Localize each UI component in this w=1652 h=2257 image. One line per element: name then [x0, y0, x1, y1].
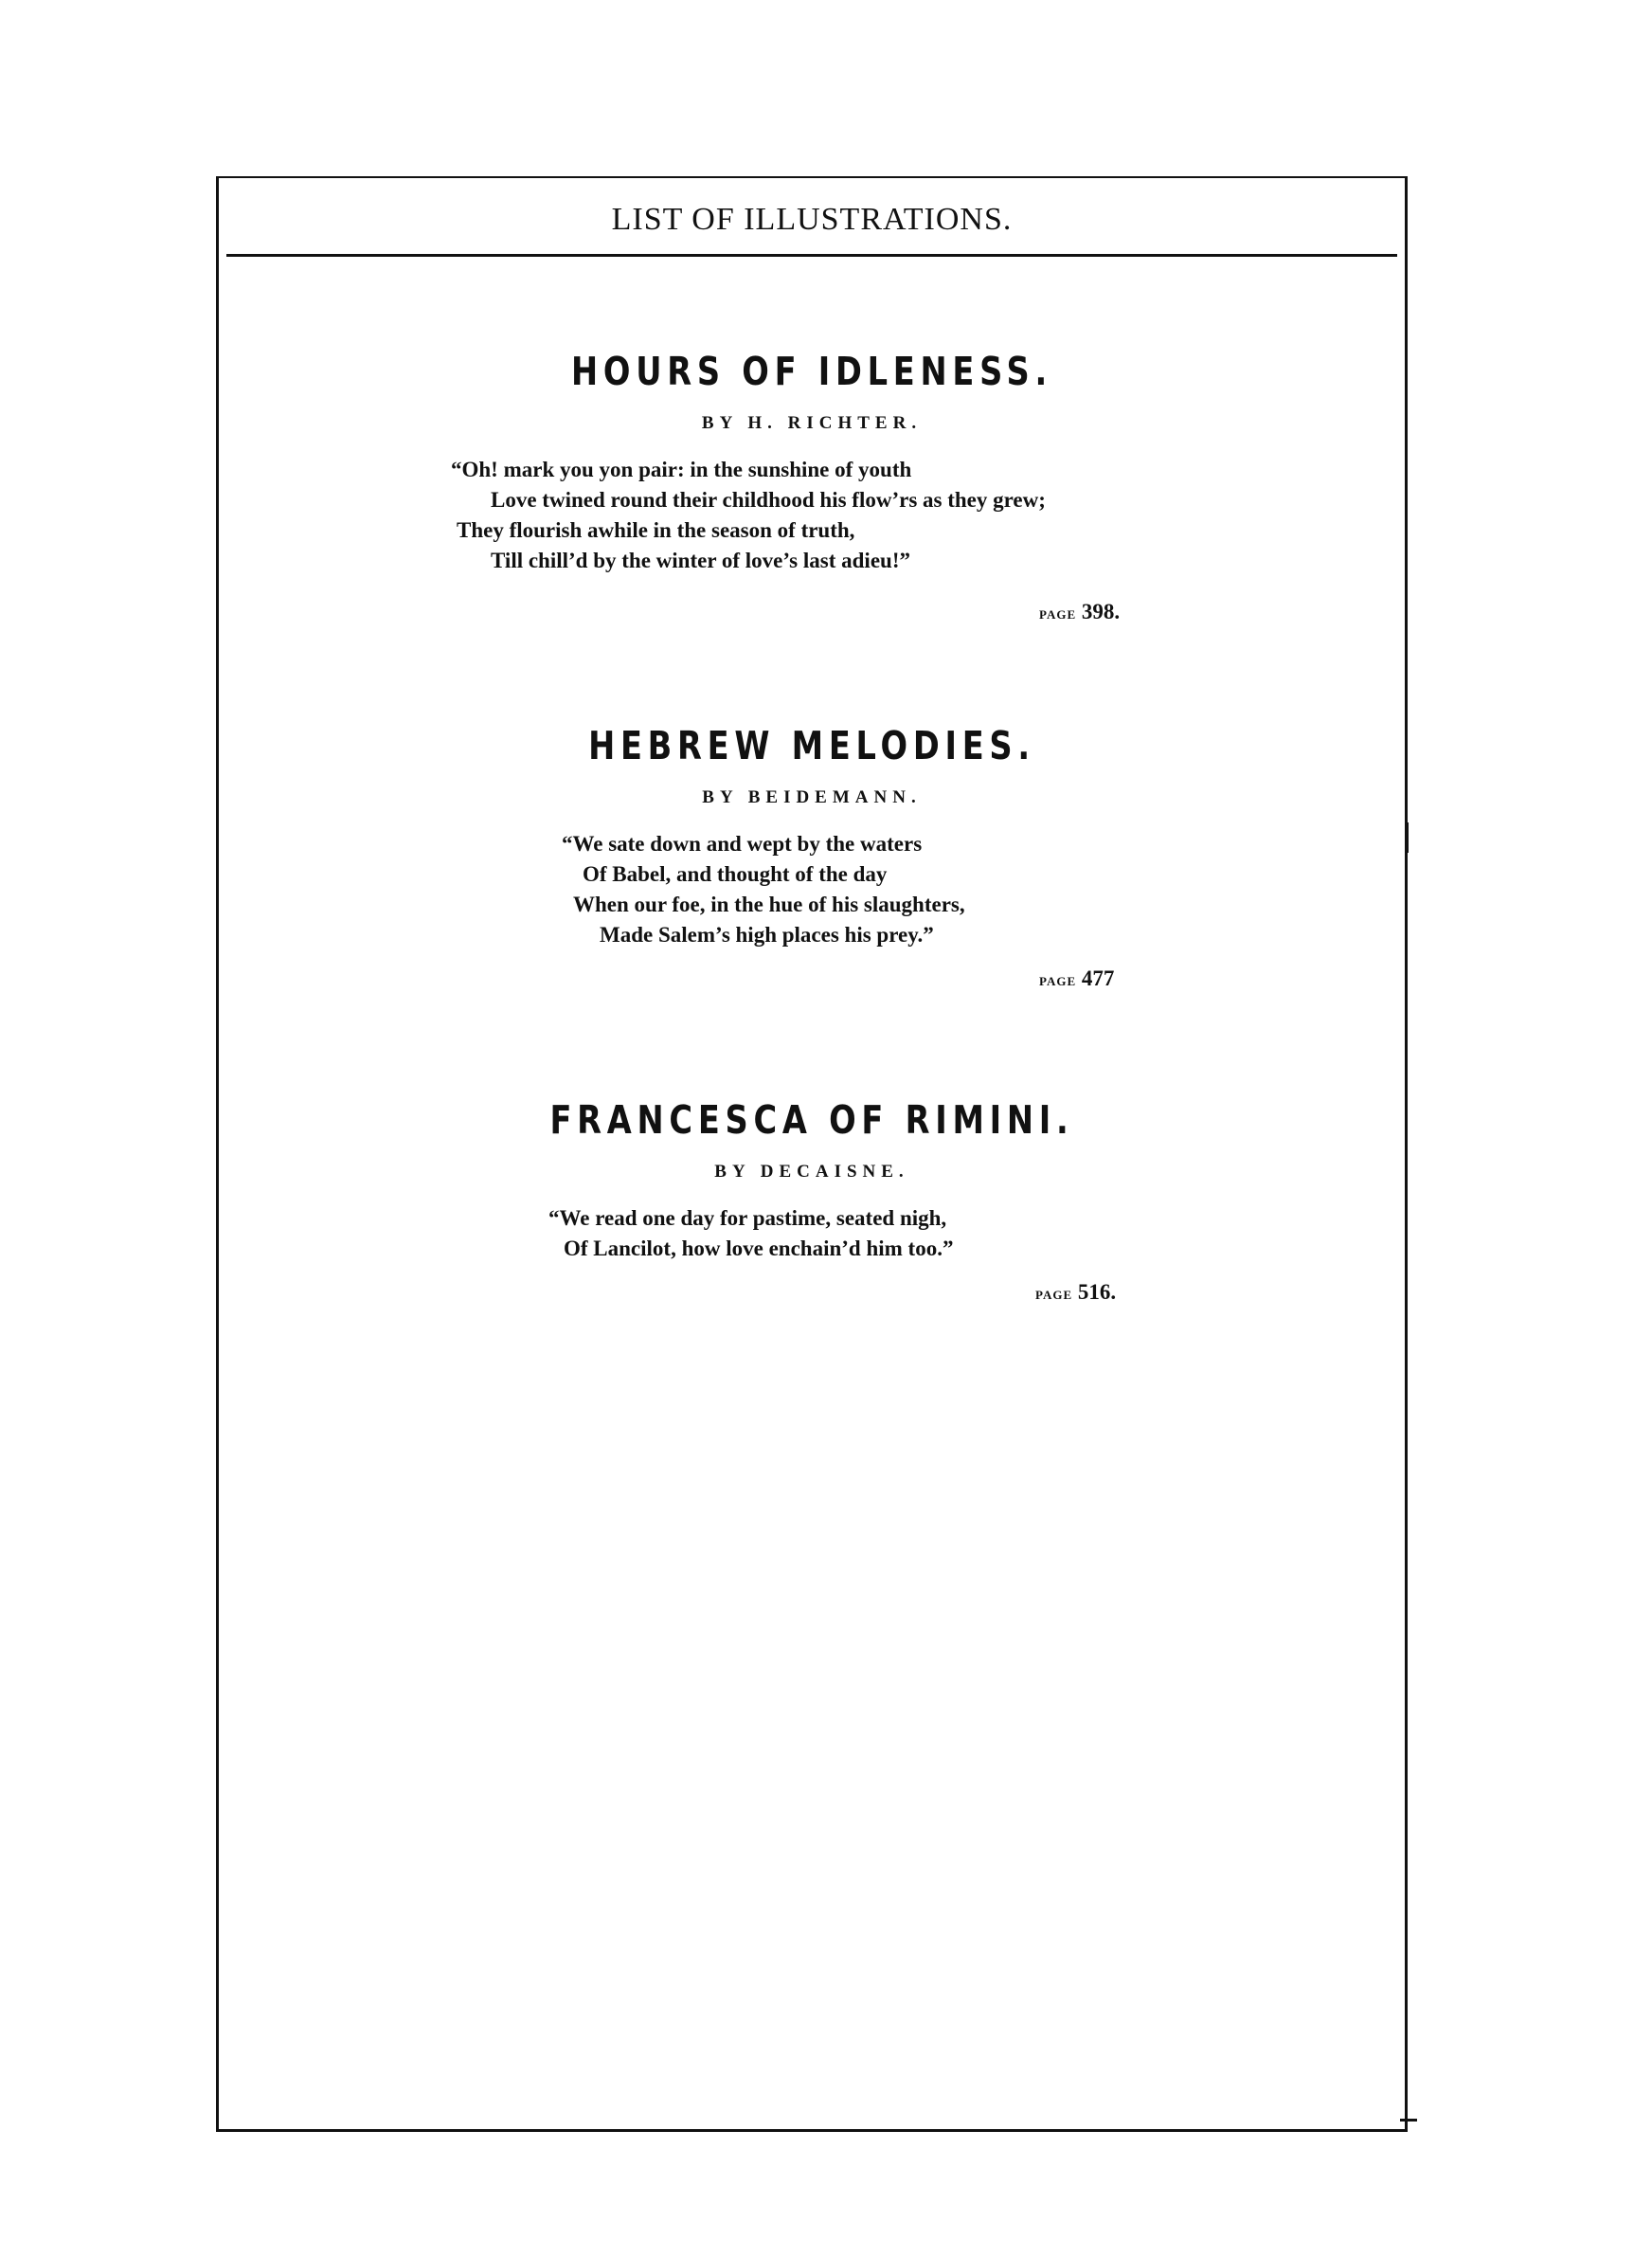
verse-line: Love twined round their childhood his flow’rs as they grew; — [491, 488, 1046, 512]
verse-line: They flourish awhile in the season of truth, — [457, 518, 855, 542]
verse-line: Till chill’d by the winter of love’s last adieu!” — [491, 549, 910, 572]
illustration-title: HEBREW MELODIES. — [588, 723, 1035, 768]
page-label: PAGE — [1035, 1288, 1073, 1302]
page-reference — [1035, 1280, 1116, 1305]
page-label: PAGE — [1039, 974, 1077, 988]
page-reference — [1039, 966, 1114, 991]
illustration-entry — [219, 723, 1405, 950]
verse-quote — [451, 455, 1405, 576]
page-border — [216, 176, 1408, 2132]
running-header: LIST OF ILLUSTRATIONS. — [611, 202, 1013, 237]
page-number: 516. — [1077, 1280, 1117, 1304]
header-rule — [226, 254, 1397, 257]
verse-line: “We sate down and wept by the waters — [562, 832, 923, 856]
page-label: PAGE — [1039, 607, 1077, 622]
margin-mark — [1405, 822, 1409, 853]
verse-quote — [562, 829, 1405, 950]
illustration-artist: BY DECAISNE. — [714, 1162, 909, 1182]
illustration-title: HOURS OF IDLENESS. — [570, 349, 1052, 394]
illustration-title: FRANCESCA OF RIMINI. — [549, 1097, 1074, 1143]
illustration-entry — [219, 1097, 1405, 1264]
verse-line: “Oh! mark you yon pair: in the sunshine of youth — [451, 458, 912, 481]
page-number: 477 — [1081, 966, 1115, 990]
verse-line: Of Lancilot, how love enchain’d him too.” — [564, 1237, 954, 1260]
illustration-entry — [219, 349, 1405, 576]
page-number: 398. — [1081, 600, 1121, 623]
verse-line: When our foe, in the hue of his slaughters, — [573, 893, 965, 916]
verse-line: “We read one day for pastime, seated nigh, — [548, 1206, 947, 1230]
illustration-artist: BY H. RICHTER. — [701, 413, 923, 433]
verse-line: Made Salem’s high places his prey.” — [600, 923, 934, 947]
illustration-artist: BY BEIDEMANN. — [702, 787, 922, 807]
verse-quote — [548, 1203, 1405, 1264]
page-reference — [1039, 600, 1120, 624]
verse-line: Of Babel, and thought of the day — [583, 862, 888, 886]
corner-tick — [1400, 2119, 1417, 2122]
